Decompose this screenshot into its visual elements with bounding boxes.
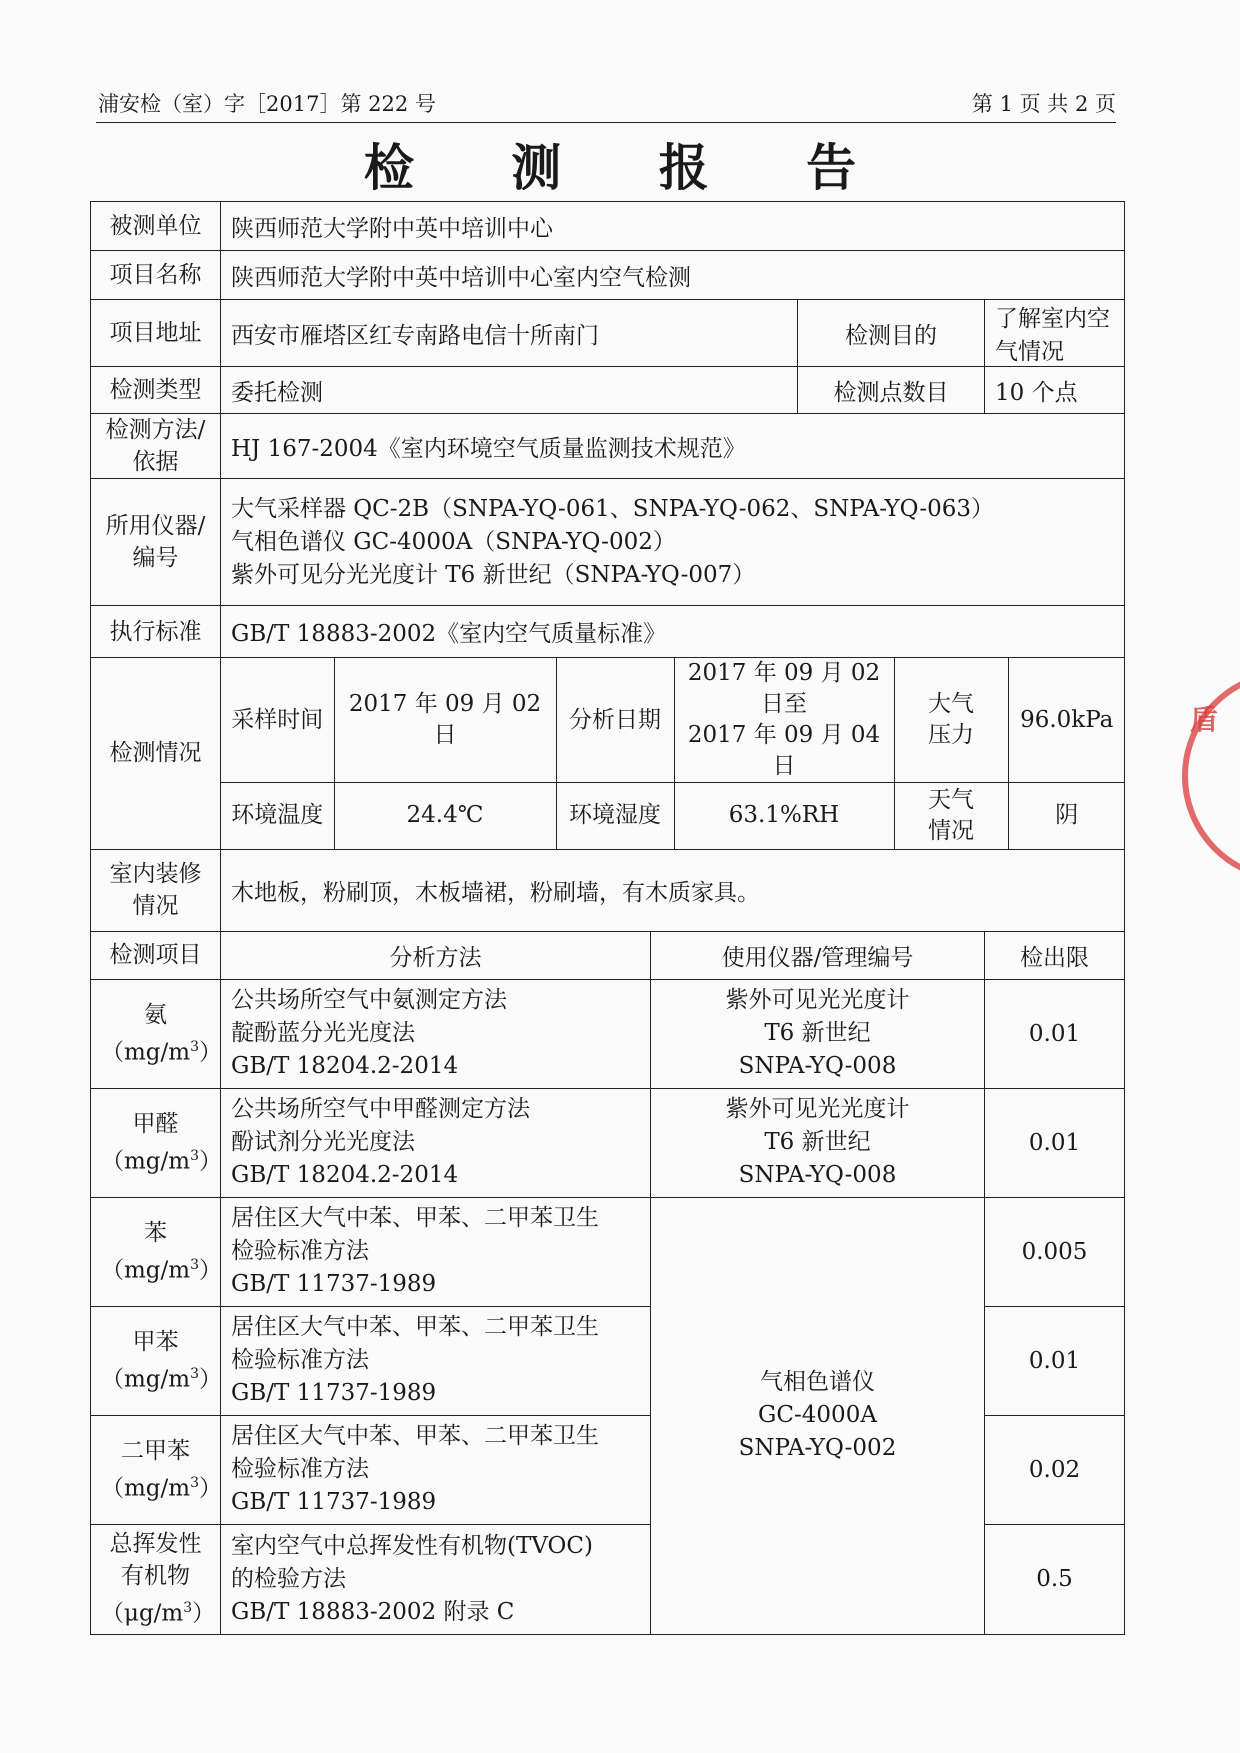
item-name: 总挥发性: [109, 1531, 202, 1558]
points-value: 10 个点: [985, 367, 1125, 414]
purpose-value: 了解室内空气情况: [985, 300, 1125, 367]
row-conditions: [91, 658, 1125, 850]
instrument-item: 紫外可见分光光度计 T6 新世纪（SNPA-YQ-007）: [231, 561, 756, 588]
seal-text: 盾: [1190, 703, 1219, 736]
decor-label-line: 室内装修: [109, 861, 202, 887]
item-name: 氨: [144, 1001, 167, 1028]
col-header-limit: 检出限: [985, 931, 1125, 979]
analysis-date-line: 2017 年 09 月 02 日至: [687, 660, 881, 717]
item-limit: 0.02: [985, 1415, 1125, 1524]
red-seal-stamp: [1182, 670, 1240, 890]
item-name-cell: [91, 1524, 221, 1634]
humidity-value: 63.1%RH: [674, 783, 894, 849]
item-limit: 0.005: [985, 1197, 1125, 1306]
header-rule: [96, 122, 1116, 123]
instrument-label-line: 编号: [132, 545, 179, 571]
item-method: 居住区大气中苯、甲苯、二甲苯卫生 检验标准方法 GB/T 11737-1989: [221, 1306, 651, 1415]
report-table: [90, 201, 1125, 1635]
instrument-item: 气相色谱仪 GC-4000A（SNPA-YQ-002）: [231, 528, 676, 555]
weather-value: 阴: [1008, 783, 1125, 849]
item-unit: $(mg/m^3)$: [101, 1256, 223, 1284]
analysis-date-label: 分析日期: [556, 658, 674, 783]
report-header: [98, 88, 1116, 122]
weather-label-line: 天气: [928, 786, 974, 813]
weather-label-line: 情况: [928, 817, 974, 844]
pressure-value: 96.0kPa: [1008, 658, 1125, 783]
item-unit: $(mg/m^3)$: [101, 1038, 223, 1066]
type-label: 检测类型: [91, 367, 221, 414]
row-client: [91, 202, 1125, 251]
conditions-cell: [221, 658, 1125, 850]
item-name-cell: [91, 1306, 221, 1415]
table-row: [91, 1197, 1125, 1306]
items-header-row: [91, 931, 1125, 979]
gc-instrument: 气相色谱仪 GC-4000A SNPA-YQ-002: [651, 1197, 985, 1634]
item-name-cell: [91, 1197, 221, 1306]
method-label-line: 依据: [132, 449, 179, 475]
method-value: HJ 167-2004《室内环境空气质量监测技术规范》: [221, 414, 1125, 479]
temp-label: 环境温度: [221, 783, 334, 849]
item-unit: $(mg/m^3)$: [101, 1147, 223, 1175]
decor-label: [91, 849, 221, 931]
pressure-label-line: 大气: [928, 691, 974, 717]
method-label: [91, 414, 221, 479]
item-name: 苯: [144, 1219, 167, 1246]
item-limit: 0.5: [985, 1524, 1125, 1634]
purpose-label: 检测目的: [798, 300, 985, 367]
pressure-label-line: 压力: [928, 722, 974, 748]
client-value: 陕西师范大学附中英中培训中心: [221, 202, 1125, 251]
item-method: 室内空气中总挥发性有机物(TVOC) 的检验方法 GB/T 18883-2002 附录 C: [221, 1524, 651, 1634]
item-method: 居住区大气中苯、甲苯、二甲苯卫生 检验标准方法 GB/T 11737-1989: [221, 1197, 651, 1306]
item-method: 公共场所空气中甲醛测定方法 酚试剂分光光度法 GB/T 18204.2-2014: [221, 1088, 651, 1197]
temp-value: 24.4℃: [334, 783, 556, 849]
report-number: 浦安检（室）字［2017］第 222 号: [98, 92, 436, 116]
item-name-cell: [91, 1415, 221, 1524]
decor-label-line: 情况: [132, 893, 179, 919]
sampling-time-value: 2017 年 09 月 02 日: [334, 658, 556, 783]
item-name-cell: [91, 979, 221, 1088]
item-unit: $(mg/m^3)$: [101, 1365, 223, 1393]
item-unit: $(\mu g/m^3)$: [101, 1600, 216, 1627]
item-unit: $(mg/m^3)$: [101, 1474, 223, 1502]
item-name: 甲苯: [132, 1328, 179, 1355]
weather-label: [894, 783, 1008, 849]
col-header-instrument: 使用仪器/管理编号: [651, 931, 985, 979]
analysis-date-value: [674, 658, 894, 783]
report-title: 检 测 报 告: [363, 138, 897, 197]
item-name: 有机物: [121, 1563, 190, 1590]
instrument-item: 大气采样器 QC-2B（SNPA-YQ-061、SNPA-YQ-062、SNPA-YQ-063）: [231, 495, 995, 522]
item-limit: 0.01: [985, 979, 1125, 1088]
method-label-line: 检测方法/: [105, 417, 206, 443]
table-row: [91, 1088, 1125, 1197]
row-instruments: [91, 479, 1125, 606]
conditions-table: [221, 658, 1125, 849]
sampling-time-label: 采样时间: [221, 658, 334, 783]
project-value: 陕西师范大学附中英中培训中心室内空气检测: [221, 251, 1125, 300]
analysis-date-line: 2017 年 09 月 04 日: [687, 722, 881, 779]
item-name-cell: [91, 1088, 221, 1197]
type-value: 委托检测: [221, 367, 798, 414]
project-label: 项目名称: [91, 251, 221, 300]
item-instrument: 紫外可见光光度计 T6 新世纪 SNPA-YQ-008: [651, 979, 985, 1088]
standard-value: GB/T 18883-2002《室内空气质量标准》: [221, 606, 1125, 658]
row-standard: [91, 606, 1125, 658]
instrument-list: [221, 479, 1125, 606]
points-label: 检测点数目: [798, 367, 985, 414]
col-header-item: 检测项目: [91, 931, 221, 979]
item-name: 二甲苯: [121, 1437, 190, 1464]
client-label: 被测单位: [91, 202, 221, 251]
item-name: 甲醛: [132, 1110, 179, 1137]
page-info: 第 1 页 共 2 页: [971, 92, 1116, 116]
item-method: 居住区大气中苯、甲苯、二甲苯卫生 检验标准方法 GB/T 11737-1989: [221, 1415, 651, 1524]
item-method: 公共场所空气中氨测定方法 靛酚蓝分光光度法 GB/T 18204.2-2014: [221, 979, 651, 1088]
conditions-label: 检测情况: [91, 658, 221, 850]
table-row: [91, 979, 1125, 1088]
row-decoration: [91, 849, 1125, 931]
instrument-label-line: 所用仪器/: [105, 513, 206, 539]
row-address: [91, 300, 1125, 367]
standard-label: 执行标准: [91, 606, 221, 658]
col-header-method: 分析方法: [221, 931, 651, 979]
item-limit: 0.01: [985, 1306, 1125, 1415]
address-label: 项目地址: [91, 300, 221, 367]
instrument-label: [91, 479, 221, 606]
row-method: [91, 414, 1125, 479]
item-limit: 0.01: [985, 1088, 1125, 1197]
row-project: [91, 251, 1125, 300]
humidity-label: 环境湿度: [556, 783, 674, 849]
row-type: [91, 367, 1125, 414]
pressure-label: [894, 658, 1008, 783]
item-instrument: 紫外可见光光度计 T6 新世纪 SNPA-YQ-008: [651, 1088, 985, 1197]
address-value: 西安市雁塔区红专南路电信十所南门: [221, 300, 798, 367]
decor-value: 木地板，粉刷顶，木板墙裙，粉刷墙，有木质家具。: [221, 849, 1125, 931]
